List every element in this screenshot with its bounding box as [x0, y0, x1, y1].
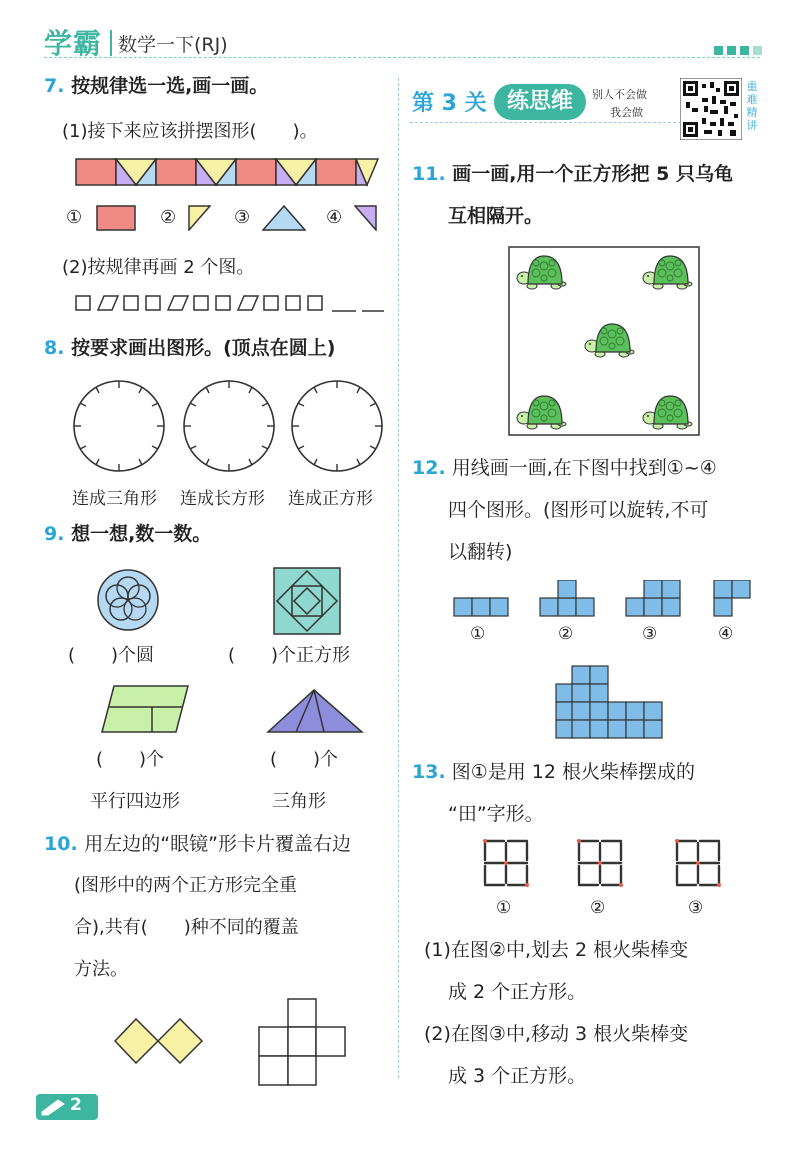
banner-small-1: 别人不会做 [592, 88, 647, 101]
q12-line2: 四个图形。(图形可以旋转,不可 [448, 499, 709, 521]
q9-blank-parallelograms: ( )个 [96, 749, 165, 770]
q13-label-1: ① [496, 898, 512, 918]
q10-number: 10. [44, 833, 78, 855]
level-banner-text: 第 3 关 [412, 91, 487, 116]
q7-option-1-shape [96, 205, 136, 231]
pattern-rect [76, 159, 116, 185]
q13-matchstick-2 [576, 838, 624, 890]
brand-logo: 学霸 [44, 27, 103, 60]
header-rule [44, 57, 760, 59]
q11-line2: 互相隔开。 [448, 205, 544, 227]
q9-blank-triangles: ( )个 [270, 749, 339, 770]
qr-code-icon[interactable] [680, 78, 742, 140]
pattern-unit-2 [156, 159, 236, 185]
q10-glasses-card [114, 1018, 204, 1064]
q7-pattern-strip [74, 158, 384, 188]
q12-label-4: ④ [718, 624, 734, 644]
q13-sub1-line1: (1)在图②中,划去 2 根火柴棒变 [424, 939, 689, 961]
pencil-icon [40, 1098, 66, 1116]
pattern-unit-1 [76, 159, 156, 185]
q8-prompt: 按要求画出图形。(顶点在圆上) [71, 337, 336, 359]
q13-sub2-line1: (2)在图③中,移动 3 根火柴棒变 [424, 1023, 689, 1045]
q12-piece-3 [626, 580, 680, 616]
q10-line2: (图形中的两个正方形完全重 [74, 875, 298, 896]
q13-text-1: 图①是用 12 根火柴棒摆成的 [451, 761, 696, 783]
q9-blank-squares: ( )个正方形 [228, 645, 351, 666]
q7-prompt: 按规律选一选,画一画。 [71, 75, 269, 97]
q10-text-1: 用左边的“眼镜”形卡片覆盖右边 [84, 833, 351, 855]
q13-number: 13. [412, 761, 446, 783]
q8-circle-1 [70, 378, 170, 476]
q11-line1 [412, 160, 733, 188]
pattern-unit-3 [236, 159, 316, 185]
q8-label-rectangle: 连成长方形 [180, 489, 265, 509]
q9-triangle-figure [266, 688, 364, 734]
q8-circle-3 [288, 378, 388, 476]
q7-option-2-label: ② [160, 207, 177, 228]
q13-label-2: ② [590, 898, 606, 918]
q8-circle-2 [180, 378, 280, 476]
q12-number: 12. [412, 457, 446, 479]
q9-parallelogram-figure [100, 684, 190, 734]
q8-label-triangle: 连成三角形 [72, 489, 157, 509]
q12-label-2: ② [558, 624, 574, 644]
q13-sub2-line2: 成 3 个正方形。 [448, 1065, 587, 1087]
q11-number: 11. [412, 163, 446, 185]
q12-pieces [452, 580, 752, 620]
q7-option-1-label: ① [66, 207, 83, 228]
q8-title [44, 334, 335, 362]
q8-label-square: 连成正方形 [288, 489, 373, 509]
q7-number: 7. [44, 75, 65, 97]
q12-label-1: ① [470, 624, 486, 644]
column-divider [398, 78, 399, 1078]
qr-label: 重难精讲 [746, 80, 758, 132]
q7-option-3-label: ③ [234, 207, 251, 228]
q12-line3: 以翻转) [448, 541, 513, 563]
pattern-unit-4 [316, 159, 378, 185]
page-number: 2 [70, 1095, 82, 1115]
header-divider [110, 30, 112, 56]
banner-small-2: 我会做 [610, 106, 643, 119]
book-title: 数学一下(RJ) [118, 34, 228, 56]
q12-label-3: ③ [642, 624, 658, 644]
q10-line4: 方法。 [74, 959, 128, 980]
level-pill: 练思维 [494, 84, 586, 120]
q9-squares-figure [272, 566, 342, 636]
q9-label-triangle: 三角形 [272, 791, 326, 812]
q13-line1 [412, 758, 695, 786]
q7-sequence [74, 292, 386, 314]
q11-text-1: 画一画,用一个正方形把 5 只乌龟 [452, 163, 733, 185]
q9-title [44, 520, 211, 548]
q11-turtle-box [508, 246, 700, 436]
q12-target-grid [554, 664, 666, 744]
q10-line1 [44, 830, 351, 858]
q7-sub2: (2)按规律再画 2 个图。 [62, 257, 255, 278]
q9-circles-figure [96, 568, 160, 632]
q9-prompt: 想一想,数一数。 [71, 523, 212, 545]
q13-matchstick-3 [674, 838, 722, 890]
q9-number: 9. [44, 523, 65, 545]
q10-line3: 合),共有( )种不同的覆盖 [74, 917, 299, 938]
q12-piece-4 [714, 580, 750, 616]
q7-option-4-label: ④ [326, 207, 343, 228]
q12-text-1: 用线画一画,在下图中找到①~④ [451, 457, 717, 479]
q12-piece-2 [540, 580, 594, 616]
q13-sub1-line2: 成 2 个正方形。 [448, 981, 587, 1003]
banner-rule [410, 122, 686, 124]
q13-matchstick-1 [482, 838, 530, 890]
q7-option-4-shape [354, 205, 378, 231]
q7-option-2-shape [188, 205, 212, 231]
q13-label-3: ③ [688, 898, 704, 918]
q9-blank-circles: ( )个圆 [68, 645, 155, 666]
q13-line2: “田”字形。 [448, 803, 544, 825]
q12-line1 [412, 454, 717, 482]
q8-number: 8. [44, 337, 65, 359]
q7-sub1: (1)接下来应该拼摆图形( )。 [62, 121, 318, 142]
q7-option-3-shape [262, 205, 306, 231]
q12-piece-1 [454, 598, 508, 616]
q7-title [44, 72, 268, 100]
q9-label-parallelogram: 平行四边形 [90, 791, 180, 812]
q10-grid-figure [258, 998, 348, 1088]
